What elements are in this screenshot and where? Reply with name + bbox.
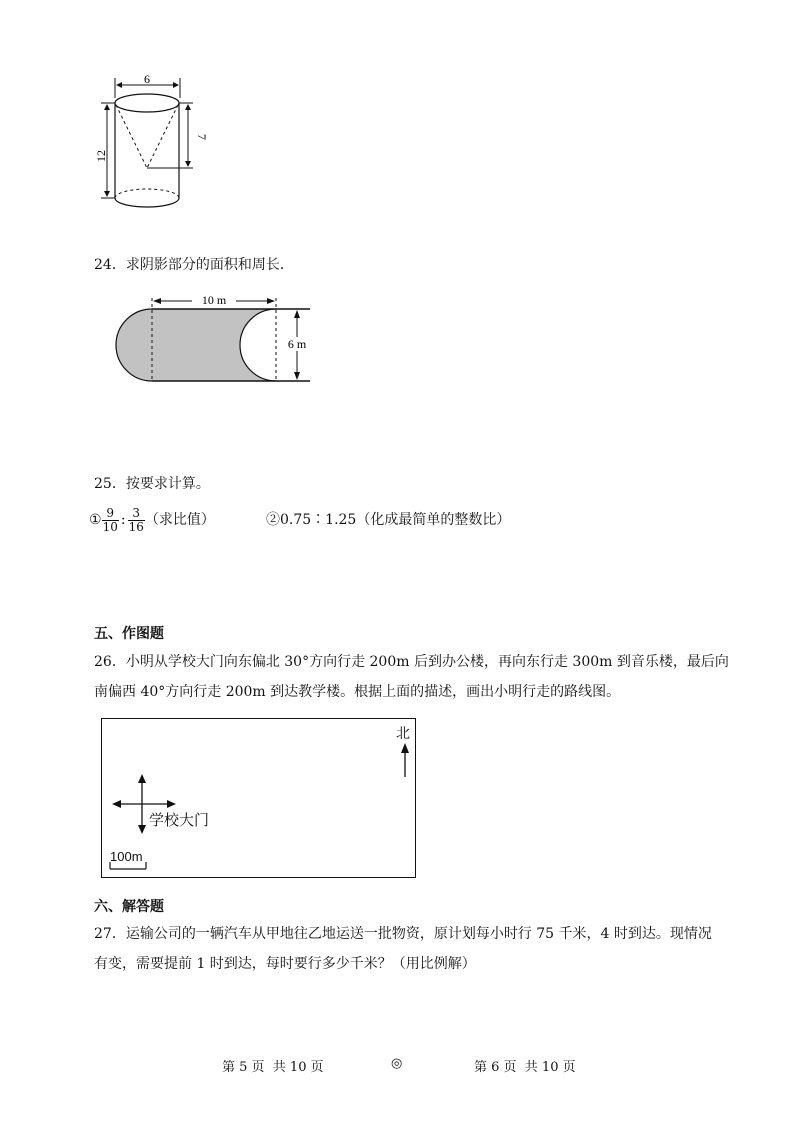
cylinder-cone-figure: [94, 70, 209, 220]
section-6-title: 六、解答题: [94, 899, 164, 915]
question-26-line-1: 26．小明从学校大门向东偏北 30°方向行走 200m 后到办公楼，再向东行走 300m 到音乐楼，最后向: [94, 654, 729, 670]
question-26-line-2: 南偏西 40°方向行走 200m 到达教学楼。根据上面的描述，画出小明行走的路线图。: [94, 684, 621, 700]
part1-marker: ①: [89, 512, 102, 528]
map-graphics: [102, 719, 417, 879]
part1-note: （求比值）: [144, 512, 215, 528]
shaded-height-label: 6 m: [287, 337, 307, 351]
fraction-9-10: [102, 507, 119, 534]
fraction-3-16: [128, 507, 145, 534]
scale-label: 100m: [110, 849, 143, 864]
north-label: 北: [396, 726, 410, 742]
cylinder-top-label: 6: [144, 72, 150, 86]
cylinder-cone-label: 7: [195, 134, 209, 140]
section-5-title: 五、作图题: [94, 626, 164, 642]
ratio-colon: :: [120, 512, 126, 528]
footer-left-page: 第 5 页 共 10 页: [222, 1060, 324, 1075]
fraction-denominator: 10: [102, 519, 118, 534]
question-25-part-1: [89, 502, 215, 538]
question-25-part-2: ②0.75∶1.25（化成最简单的整数比）: [266, 512, 511, 528]
shaded-area-figure: [110, 288, 320, 388]
school-gate-label: 学校大门: [149, 811, 210, 829]
footer-right-page: 第 6 页 共 10 页: [474, 1060, 576, 1075]
question-24: 24．求阴影部分的面积和周长．: [94, 257, 294, 273]
cylinder-height-label: 12: [94, 150, 108, 162]
fraction-numerator: 9: [102, 507, 119, 521]
shaded-width-label: 10 m: [201, 293, 227, 307]
question-27-line-2: 有变，需要提前 1 时到达，每时要行多少千米？（用比例解）: [94, 956, 476, 972]
route-map-area[interactable]: [101, 718, 416, 878]
footer-center-mark: ◎: [391, 1056, 403, 1071]
fraction-numerator: 3: [128, 507, 145, 521]
question-27-line-1: 27．运输公司的一辆汽车从甲地往乙地运送一批物资，原计划每小时行 75 千米，4 时到达。现情况: [94, 926, 712, 942]
fraction-denominator: 16: [128, 519, 144, 534]
question-25: 25．按要求计算。: [94, 476, 210, 492]
